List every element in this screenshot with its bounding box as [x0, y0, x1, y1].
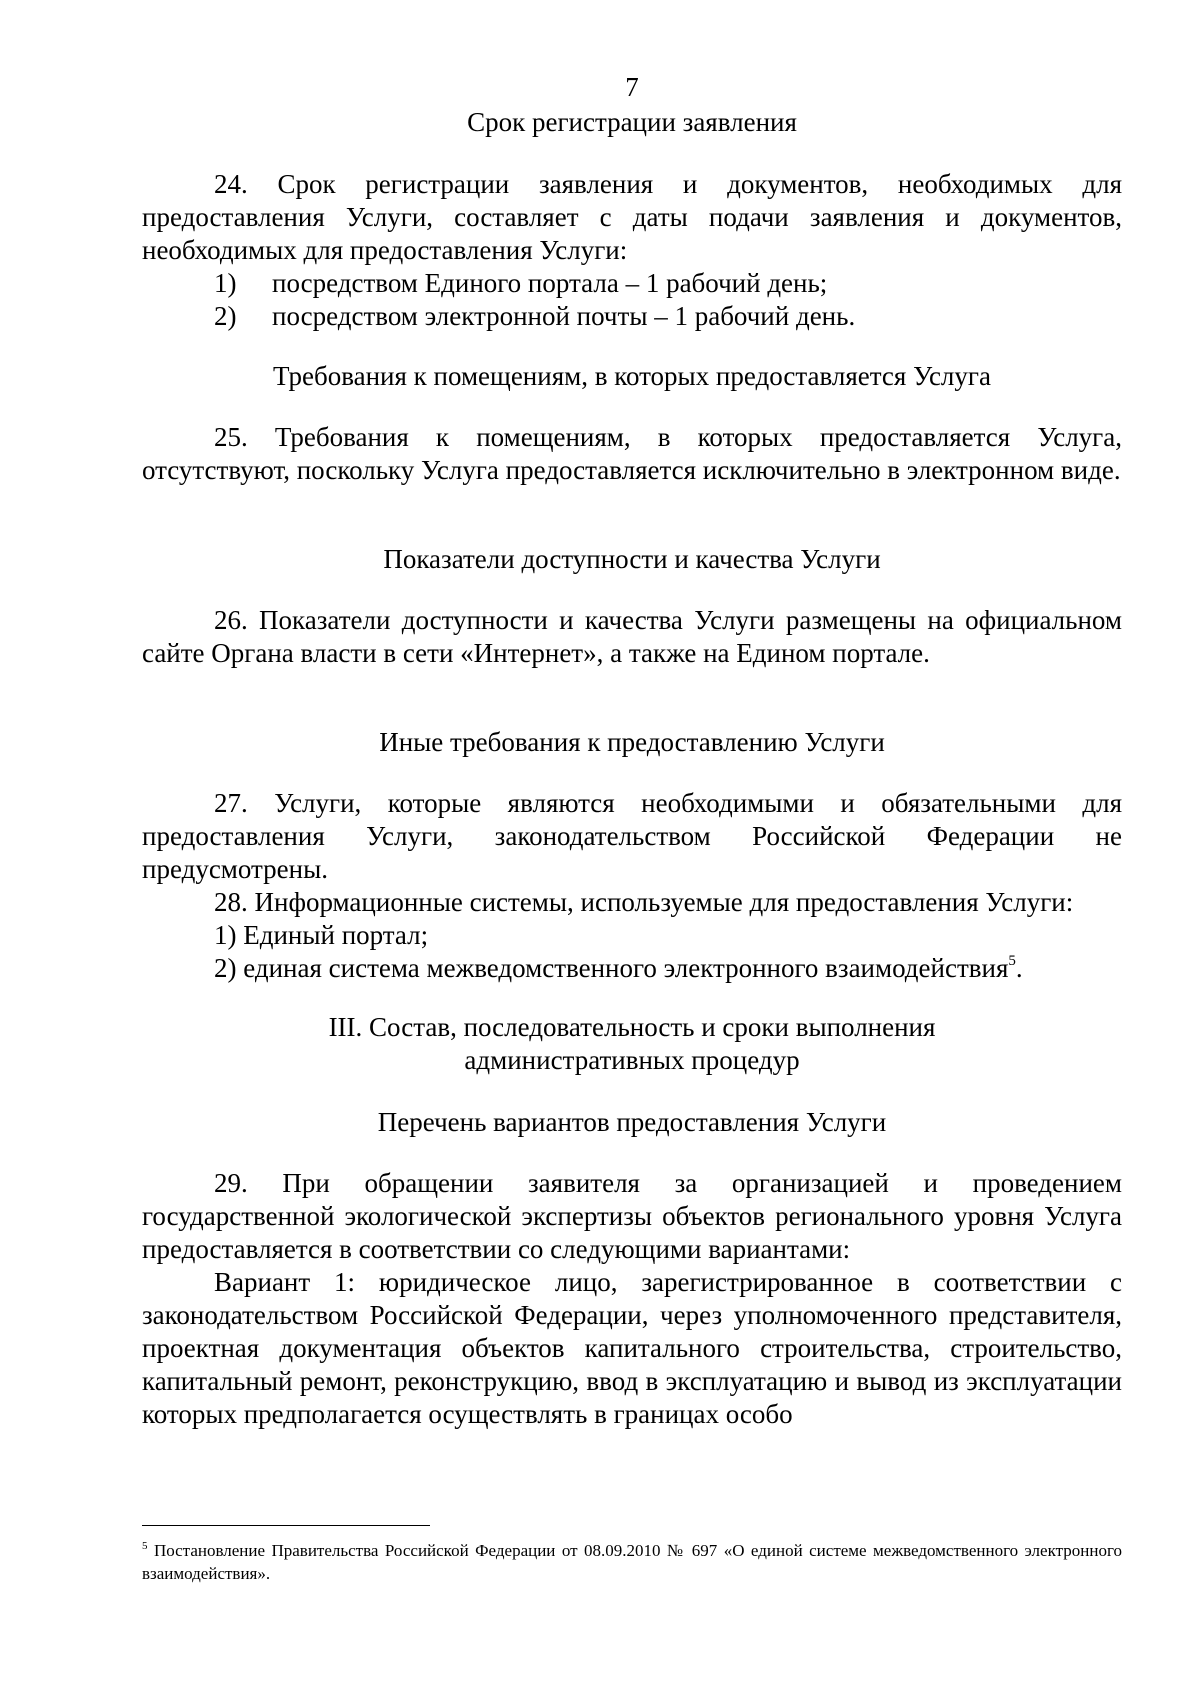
footnote-reference[interactable]: 5 — [1008, 953, 1016, 969]
section-heading-accessibility: Показатели доступности и качества Услуги — [383, 544, 881, 574]
list-item: 1) Единый портал; — [214, 920, 429, 950]
variant-1-paragraph: Вариант 1: юридическое лицо, зарегистрированное в соответствии с законодательством Российской Федерации, через уполномоченного представителя, проектная документация объектов капитального строительства, строительство, капитальный ремонт, реконструкцию, ввод в эксплуатацию и вывод из эксплуатации которых предполагается осуществлять в границах особо — [142, 1267, 1122, 1429]
footnote-divider — [142, 1525, 430, 1526]
list-item-number: 1) — [214, 268, 237, 298]
list-item-text: посредством электронной почты – 1 рабочий день. — [272, 301, 856, 331]
list-item — [214, 267, 1122, 300]
list-item-text: посредством Единого портала – 1 рабочий день; — [272, 268, 828, 298]
paragraph-28: 28. Информационные системы, используемые для предоставления Услуги: — [214, 887, 1074, 917]
list-item-text: 2) единая система межведомственного электронного взаимодействия — [214, 953, 1009, 983]
section-heading-premises: Требования к помещениям, в которых предоставляется Услуга — [273, 361, 991, 391]
list-item-end: . — [1015, 953, 1023, 983]
list-item — [214, 952, 1122, 985]
footnote — [142, 1539, 1122, 1585]
paragraph-26: 26. Показатели доступности и качества Услуги размещены на официальном сайте Органа власти в сети «Интернет», а также на Едином портале. — [142, 605, 1122, 668]
paragraph-24: 24. Срок регистрации заявления и документов, необходимых для предоставления Услуги, составляет с даты подачи заявления и документов, необходимых для предоставления Услуги: — [142, 169, 1122, 265]
document-page — [142, 0, 1122, 1697]
paragraph-29: 29. При обращении заявителя за организацией и проведением государственной экологической экспертизы объектов регионального уровня Услуга предоставляется в соответствии со следующими вариантами: — [142, 1168, 1122, 1264]
chapter-heading-line-1: III. Состав, последовательность и сроки выполнения — [328, 1012, 936, 1042]
section-heading-other-requirements: Иные требования к предоставлению Услуги — [379, 727, 885, 757]
section-heading-registration-term: Срок регистрации заявления — [467, 107, 797, 137]
paragraph-27: 27. Услуги, которые являются необходимыми и обязательными для предоставления Услуги, законодательством Российской Федерации не предусмотрены. — [142, 788, 1122, 884]
section-heading-variants: Перечень вариантов предоставления Услуги — [377, 1107, 887, 1137]
paragraph-25: 25. Требования к помещениям, в которых предоставляется Услуга, отсутствуют, поскольку Услуга предоставляется исключительно в электронном виде. — [142, 422, 1122, 485]
footnote-text: Постановление Правительства Российской Федерации от 08.09.2010 № 697 «О единой системе межведомственного электронного взаимодействия». — [142, 1541, 1122, 1583]
list-item-number: 2) — [214, 301, 237, 331]
chapter-heading-line-2: административных процедур — [464, 1045, 800, 1075]
list-item — [214, 300, 1122, 333]
footnote-marker: 5 — [142, 1540, 148, 1552]
page-number: 7 — [625, 72, 639, 102]
